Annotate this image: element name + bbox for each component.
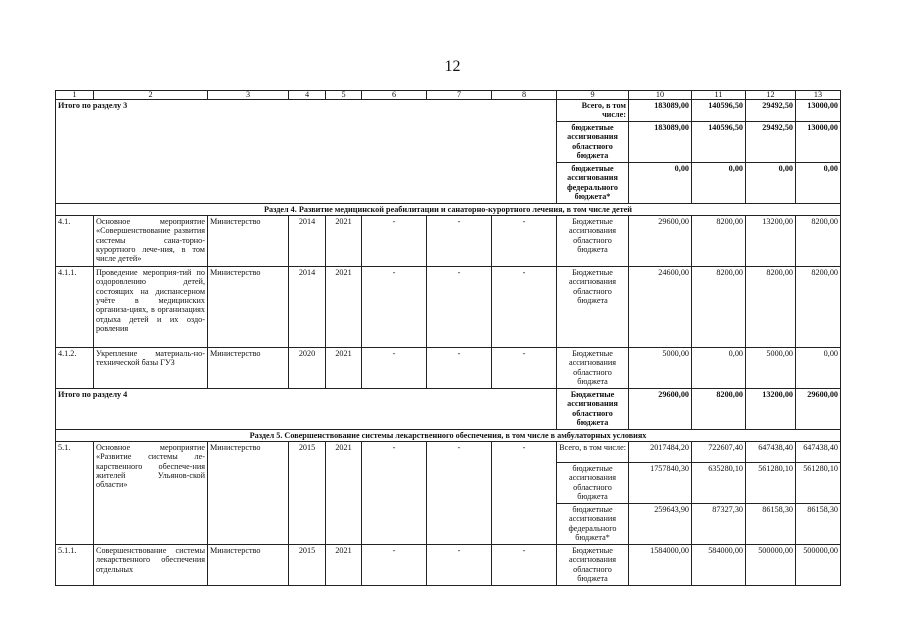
section-title: Раздел 5. Совершенствование системы лекарственного обеспечения, в том числе в амбулаторных условиях: [56, 429, 841, 441]
amount-cell: 0,00: [692, 162, 746, 203]
amount-cell: 183089,00: [629, 121, 692, 162]
col-header: 9: [557, 91, 629, 100]
start-year: 2014: [289, 215, 326, 266]
amount-cell: 183089,00: [629, 100, 692, 122]
amount-cell: 635280,10: [692, 462, 746, 503]
amount-cell: 8200,00: [746, 266, 796, 347]
amount-cell: 8200,00: [692, 266, 746, 347]
dash-cell: -: [427, 544, 492, 585]
col-header: 5: [326, 91, 362, 100]
amount-cell: 86158,30: [746, 503, 796, 544]
end-year: 2021: [326, 544, 362, 585]
funding-source: бюджетные ассигнования федерального бюджета*: [557, 162, 629, 203]
end-year: 2021: [326, 441, 362, 544]
table-row: [56, 266, 841, 347]
total-label: Итого по разделу 3: [56, 100, 557, 204]
item-number: 5.1.1.: [56, 544, 94, 585]
amount-cell: 5000,00: [629, 347, 692, 388]
amount-cell: 0,00: [746, 162, 796, 203]
funding-source: Бюджетные ассигнования областного бюджета: [557, 347, 629, 388]
table-row: [56, 215, 841, 266]
executor: Министерство: [208, 441, 289, 544]
amount-cell: 259643,90: [629, 503, 692, 544]
amount-cell: 0,00: [629, 162, 692, 203]
amount-cell: 584000,00: [692, 544, 746, 585]
col-header: 4: [289, 91, 326, 100]
col-header: 12: [746, 91, 796, 100]
amount-cell: 647438,40: [796, 441, 841, 462]
budget-table: [55, 90, 841, 586]
funding-source: бюджетные ассигнования федерального бюджета*: [557, 503, 629, 544]
executor: Министерство: [208, 544, 289, 585]
funding-source: Бюджетные ассигнования областного бюджета: [557, 388, 629, 429]
amount-cell: 87327,30: [692, 503, 746, 544]
section-title: Раздел 4. Развитие медицинской реабилитации и санаторно-курортного лечения, в том числе детей: [56, 203, 841, 215]
amount-cell: 13200,00: [746, 215, 796, 266]
dash-cell: -: [492, 544, 557, 585]
col-header: 6: [362, 91, 427, 100]
end-year: 2021: [326, 347, 362, 388]
col-header: 10: [629, 91, 692, 100]
amount-cell: 29600,00: [629, 215, 692, 266]
item-name: Совершенствование системы лекарственного обеспечения отдельных: [94, 544, 208, 585]
amount-cell: 29600,00: [796, 388, 841, 429]
dash-cell: -: [492, 441, 557, 544]
dash-cell: -: [492, 215, 557, 266]
total-section3-row: [56, 100, 841, 122]
amount-cell: 29492,50: [746, 100, 796, 122]
amount-cell: 8200,00: [796, 215, 841, 266]
item-name: Укрепление материаль-но-технической базы ГУЗ: [94, 347, 208, 388]
executor: Министерство: [208, 266, 289, 347]
table-row: [56, 347, 841, 388]
amount-cell: 1757840,30: [629, 462, 692, 503]
column-number-row: [56, 91, 841, 100]
funding-source: Бюджетные ассигнования областного бюджета: [557, 544, 629, 585]
item-name: Основное мероприятие «Совершенствование развития системы сана-торно-курортного лече-ния, в том числе детей»: [94, 215, 208, 266]
amount-cell: 29600,00: [629, 388, 692, 429]
amount-cell: 0,00: [796, 162, 841, 203]
dash-cell: -: [427, 347, 492, 388]
item-number: 4.1.: [56, 215, 94, 266]
amount-cell: 722607,40: [692, 441, 746, 462]
table-row: [56, 544, 841, 585]
dash-cell: -: [362, 544, 427, 585]
amount-cell: 13000,00: [796, 121, 841, 162]
dash-cell: -: [492, 347, 557, 388]
amount-cell: 8200,00: [692, 215, 746, 266]
funding-source: Всего, в том числе:: [557, 441, 629, 462]
amount-cell: 24600,00: [629, 266, 692, 347]
item-name: Основное мероприятие «Развитие системы ле-карственного обеспече-ния жителей Ульянов-ской области»: [94, 441, 208, 544]
amount-cell: 8200,00: [692, 388, 746, 429]
start-year: 2015: [289, 544, 326, 585]
col-header: 7: [427, 91, 492, 100]
dash-cell: -: [362, 215, 427, 266]
page-number: 12: [444, 58, 461, 75]
item-number: 5.1.: [56, 441, 94, 544]
item-name: Проведение мероприя-тий по оздоровлению детей, состоящих на диспансерном учёте в медицинских организа-циях, в организациях отдыха детей и их оздо-ровления: [94, 266, 208, 347]
col-header: 3: [208, 91, 289, 100]
table-row: [56, 441, 841, 462]
item-number: 4.1.1.: [56, 266, 94, 347]
col-header: 2: [94, 91, 208, 100]
amount-cell: 13200,00: [746, 388, 796, 429]
amount-cell: 561280,10: [746, 462, 796, 503]
amount-cell: 8200,00: [796, 266, 841, 347]
amount-cell: 500000,00: [746, 544, 796, 585]
section-heading-row: [56, 429, 841, 441]
funding-source: бюджетные ассигнования областного бюджета: [557, 462, 629, 503]
funding-source: бюджетные ассигнования областного бюджета: [557, 121, 629, 162]
col-header: 8: [492, 91, 557, 100]
amount-cell: 561280,10: [796, 462, 841, 503]
amount-cell: 0,00: [692, 347, 746, 388]
dash-cell: -: [427, 266, 492, 347]
amount-cell: 647438,40: [746, 441, 796, 462]
start-year: 2015: [289, 441, 326, 544]
executor: Министерство: [208, 215, 289, 266]
dash-cell: -: [427, 215, 492, 266]
dash-cell: -: [362, 266, 427, 347]
amount-cell: 86158,30: [796, 503, 841, 544]
col-header: 11: [692, 91, 746, 100]
amount-cell: 5000,00: [746, 347, 796, 388]
funding-source: Всего, в том числе:: [557, 100, 629, 122]
amount-cell: 13000,00: [796, 100, 841, 122]
col-header: 13: [796, 91, 841, 100]
amount-cell: 0,00: [796, 347, 841, 388]
col-header: 1: [56, 91, 94, 100]
dash-cell: -: [362, 347, 427, 388]
executor: Министерство: [208, 347, 289, 388]
dash-cell: -: [427, 441, 492, 544]
total-section4-row: [56, 388, 841, 429]
section-heading-row: [56, 203, 841, 215]
total-label: Итого по разделу 4: [56, 388, 557, 429]
amount-cell: 29492,50: [746, 121, 796, 162]
amount-cell: 140596,50: [692, 121, 746, 162]
funding-source: Бюджетные ассигнования областного бюджета: [557, 266, 629, 347]
funding-source: Бюджетные ассигнования областного бюджета: [557, 215, 629, 266]
item-number: 4.1.2.: [56, 347, 94, 388]
start-year: 2014: [289, 266, 326, 347]
start-year: 2020: [289, 347, 326, 388]
amount-cell: 500000,00: [796, 544, 841, 585]
amount-cell: 1584000,00: [629, 544, 692, 585]
end-year: 2021: [326, 266, 362, 347]
amount-cell: 2017484,20: [629, 441, 692, 462]
dash-cell: -: [362, 441, 427, 544]
amount-cell: 140596,50: [692, 100, 746, 122]
end-year: 2021: [326, 215, 362, 266]
dash-cell: -: [492, 266, 557, 347]
